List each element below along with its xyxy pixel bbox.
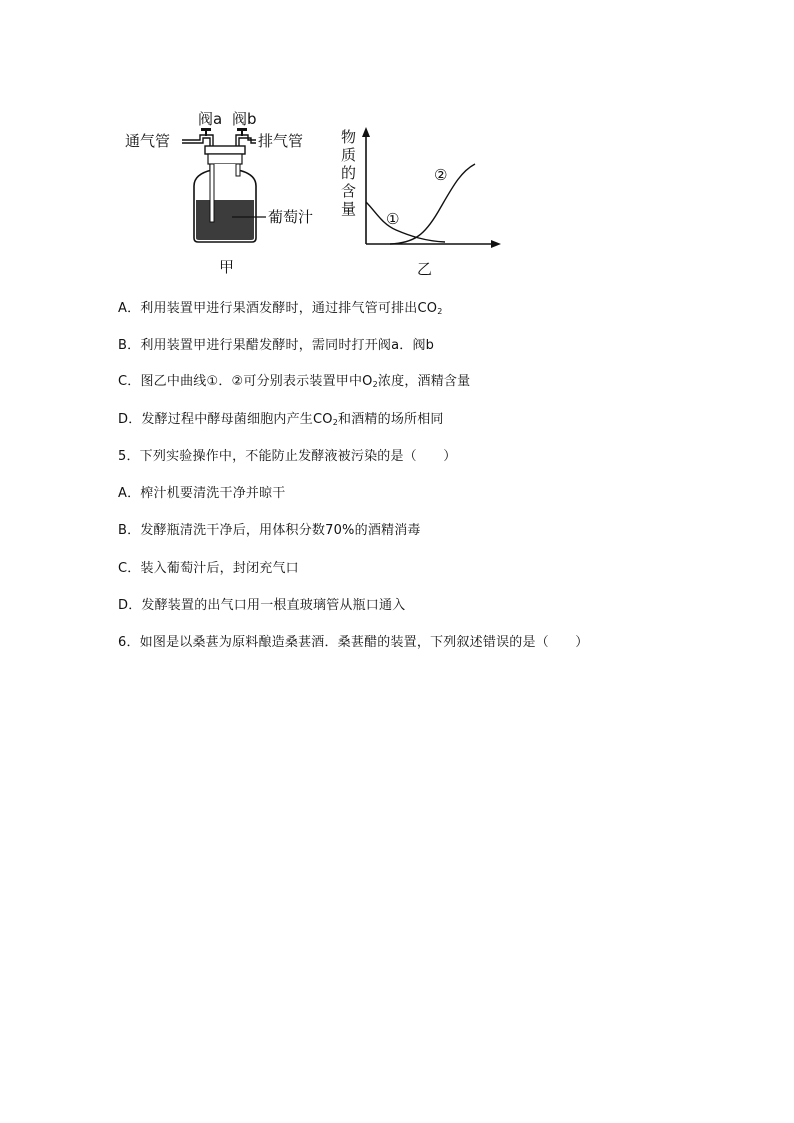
- q5-option-d: D．发酵装置的出气口用一根直玻璃管从瓶口通入: [118, 598, 406, 613]
- q5-option-b: B．发酵瓶清洗干净后，用体积分数70%的酒精消毒: [118, 523, 421, 538]
- graph-ylabel-1: 物: [341, 128, 357, 146]
- q5-option-c: C．装入葡萄汁后，封闭充气口: [118, 561, 299, 576]
- caption-jia: 甲: [219, 258, 235, 276]
- valve-a-label: 阀a: [198, 110, 223, 128]
- q4-option-c: C．图乙中曲线①．②可分别表示装置甲中$O_2$浓度，酒精含量: [118, 374, 471, 389]
- q6-stem: 6．如图是以桑葚为原料酿造桑葚酒．桑葚醋的装置，下列叙述错误的是（ ）: [118, 635, 589, 650]
- q4-option-b: B．利用装置甲进行果醋发酵时，需同时打开阀a．阀b: [118, 338, 435, 353]
- curve-1: [366, 202, 445, 242]
- q5-option-a: A．榨汁机要清洗干净并晾干: [118, 486, 286, 501]
- graph-ylabel-4: 含: [341, 182, 357, 200]
- liquid-fill: [196, 200, 254, 240]
- caption-yi: 乙: [417, 260, 433, 278]
- q4-option-a: A．利用装置甲进行果酒发酵时，通过排气管可排出$CO_2$: [118, 301, 443, 316]
- outlet-tube-label: 排气管: [258, 132, 304, 150]
- y-axis-arrow-icon: [362, 127, 370, 137]
- x-axis-arrow-icon: [491, 240, 501, 248]
- liquid-label: 葡萄汁: [268, 208, 314, 226]
- graph-ylabel-3: 的: [341, 164, 357, 182]
- curve-1-label: ①: [386, 210, 400, 228]
- curve-2-label: ②: [434, 166, 448, 184]
- figure-apparatus-and-graph: [120, 102, 520, 284]
- fermentation-apparatus: [125, 110, 313, 276]
- graph-ylabel-2: 质: [341, 146, 357, 164]
- q4-option-d: D．发酵过程中酵母菌细胞内产生$CO_2$和酒精的场所相同: [118, 412, 444, 427]
- q5-stem: 5．下列实验操作中，不能防止发酵液被污染的是（ ）: [118, 449, 457, 464]
- content-graph: [341, 127, 501, 278]
- valve-b-label: 阀b: [232, 110, 257, 128]
- inlet-tube-label: 通气管: [125, 132, 171, 150]
- graph-ylabel-5: 量: [341, 200, 357, 218]
